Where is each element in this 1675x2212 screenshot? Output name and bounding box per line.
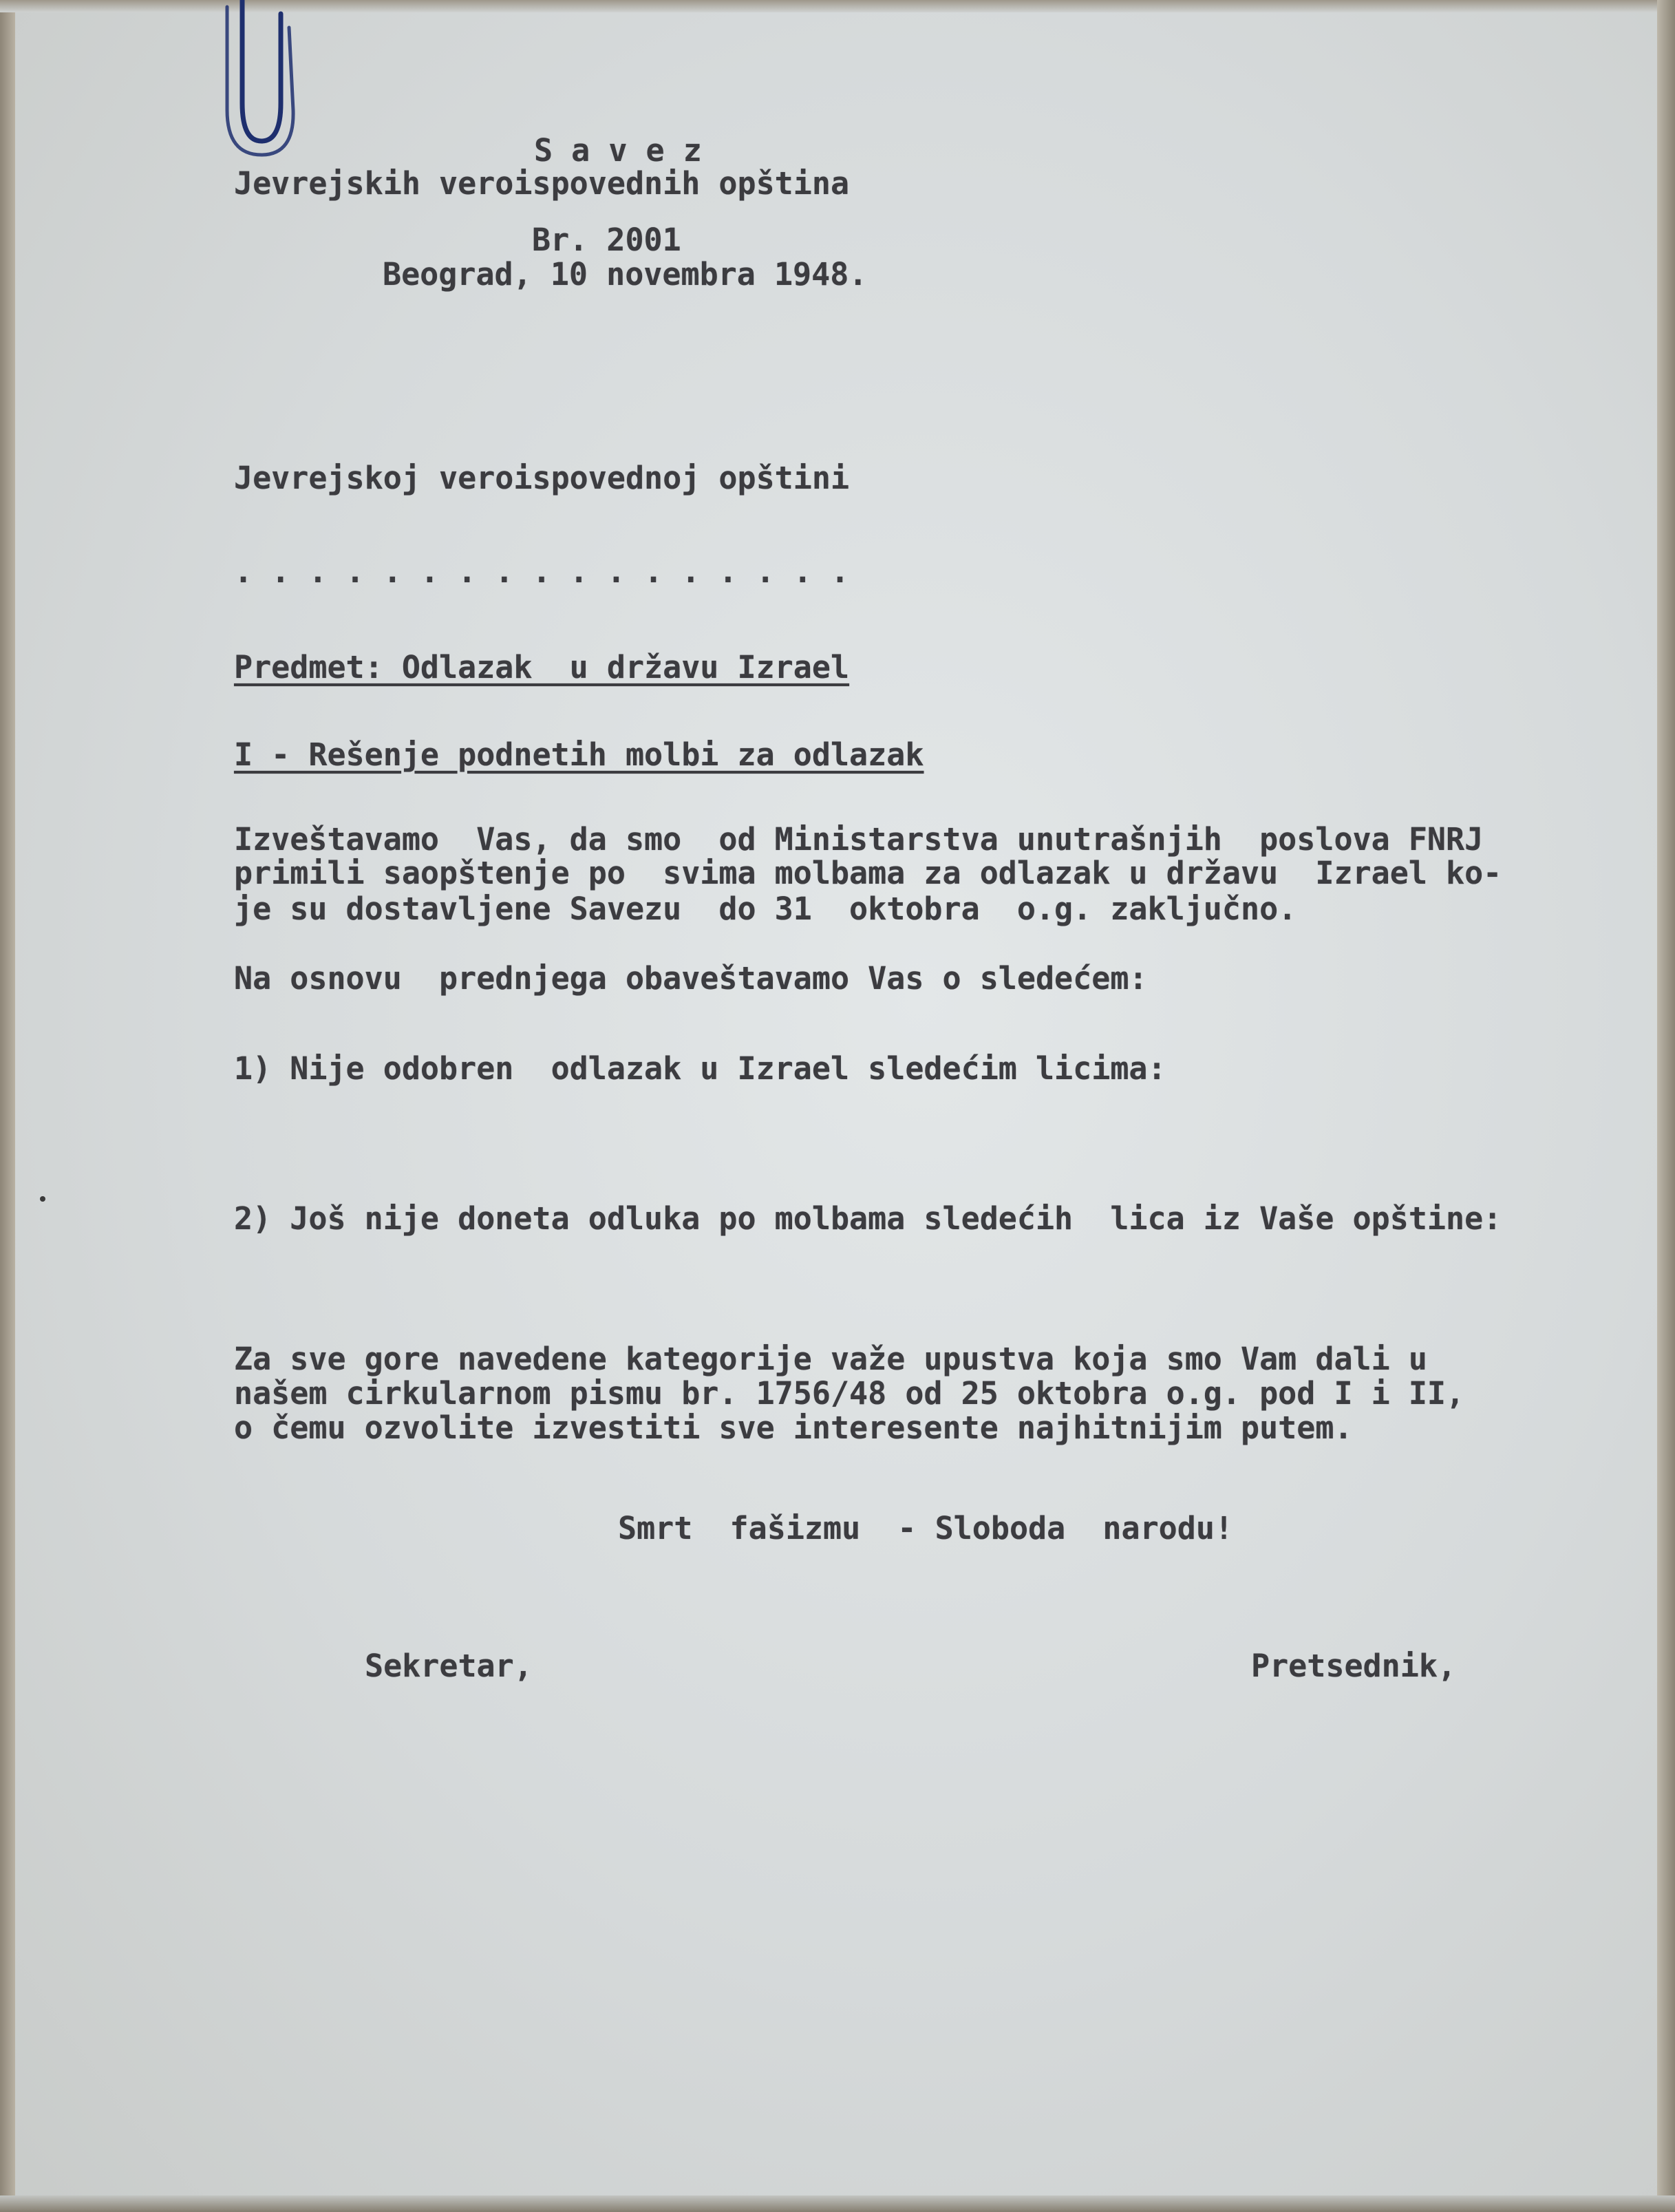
body-paragraph-3-line-1: Za sve gore navedene kategorije važe upustva koja smo Vam dali u	[234, 1341, 1427, 1377]
section-heading: I - Rešenje podnetih molbi za odlazak	[234, 736, 924, 773]
page-edge-left	[0, 0, 15, 2212]
body-paragraph-1-line-3: je su dostavljene Savezu do 31 oktobra o.g. zaključno.	[234, 891, 1297, 927]
signature-secretary-label: Sekretar,	[365, 1648, 533, 1684]
body-paragraph-2: Na osnovu prednjega obaveštavamo Vas o sledećem:	[234, 960, 1148, 997]
list-item-2: 2) Još nije doneta odluka po molbama sledećih lica iz Vaše opštine:	[234, 1200, 1502, 1237]
list-item-1: 1) Nije odobren odlazak u Izrael sledećim licima:	[234, 1050, 1166, 1087]
body-paragraph-3-line-3: o čemu ozvolite izvestiti sve interesente najhitnijim putem.	[234, 1410, 1353, 1446]
subject-heading: Predmet: Odlazak u državu Izrael	[234, 649, 850, 685]
paper-speck	[40, 1196, 45, 1202]
page-edge-bottom	[0, 2195, 1675, 2212]
reference-number: Br. 2001	[532, 222, 681, 258]
page-edge-right	[1657, 0, 1675, 2212]
body-paragraph-1-line-2: primili saopštenje po svima molbama za odlazak u državu Izrael ko-	[234, 855, 1502, 891]
recipient-dots: . . . . . . . . . . . . . . . . .	[234, 553, 850, 590]
closing-slogan: Smrt fašizmu - Sloboda narodu!	[618, 1510, 1234, 1546]
place-date: Beograd, 10 novembra 1948.	[383, 256, 868, 293]
body-paragraph-1-line-1: Izveštavamo Vas, da smo od Ministarstva unutrašnjih poslova FNRJ	[234, 821, 1484, 858]
org-name-spaced: S a v e z	[534, 132, 702, 169]
signature-president-label: Pretsednik,	[1251, 1648, 1457, 1684]
recipient-line: Jevrejskoj veroispovednoj opštini	[234, 460, 850, 496]
body-paragraph-3-line-2: našem cirkularnom pismu br. 1756/48 od 25 oktobra o.g. pod I i II,	[234, 1375, 1465, 1412]
paperclip-icon	[206, 0, 296, 158]
org-name: Jevrejskih veroispovednih opština	[234, 165, 850, 202]
